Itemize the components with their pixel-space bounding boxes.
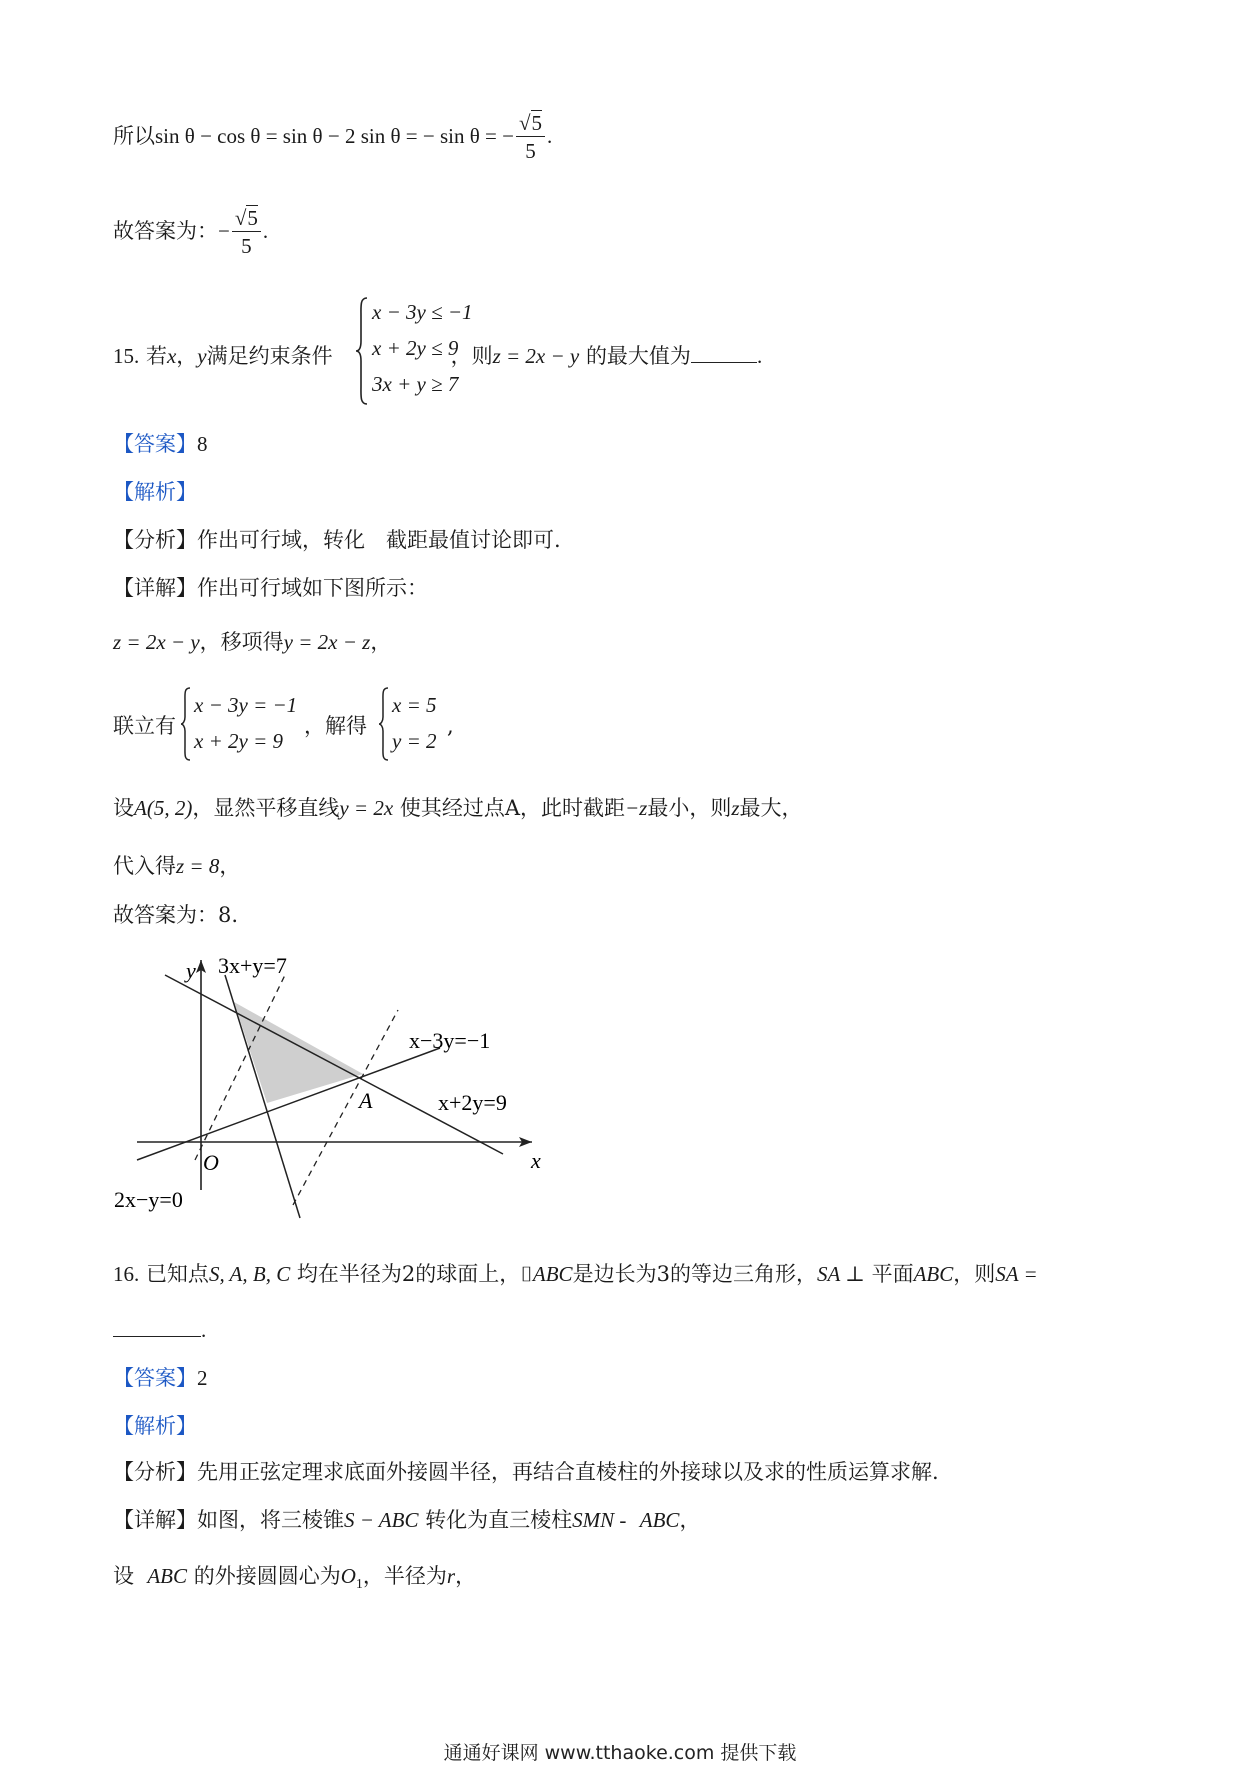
- text: 的外接圆圆心为: [193, 1564, 341, 1588]
- period: .: [262, 219, 269, 243]
- fenxi-text: 先用正弦定理求底面外接圆半径，再结合直棱柱的外接球以及求的性质运算求解.: [197, 1460, 939, 1484]
- text: 如图，将三棱锥: [197, 1508, 344, 1532]
- prism-base: ABC: [639, 1508, 680, 1532]
- fraction-numerator: 5: [247, 206, 258, 230]
- prism-top: SMN -: [572, 1508, 627, 1532]
- xiangjie-text: 作出可行域如下图所示：: [197, 576, 428, 600]
- var-x: x: [166, 344, 177, 368]
- text-prefix: 所以: [113, 124, 155, 148]
- fraction-root5-over-5: $\frac{√5}{5}$: [516, 113, 545, 162]
- equation-1: x − 3y = −1: [194, 693, 298, 717]
- text: 满足约束条件: [206, 344, 333, 368]
- text: ，则: [450, 344, 493, 368]
- circumcircle-line: [113, 1566, 476, 1592]
- fenxi-16: [113, 1462, 939, 1483]
- var-z: z: [731, 796, 740, 820]
- footer-watermark: 通通好课网 www.tthaoke.com 提供下载: [443, 1742, 797, 1764]
- answer-16: [113, 1368, 208, 1389]
- minus-sign: −: [218, 219, 230, 243]
- period: .: [201, 1318, 207, 1342]
- text: 转化为直三棱柱: [425, 1508, 573, 1532]
- center-o: O: [340, 1564, 356, 1588]
- constraint-2: x + 2y ≤ 9: [372, 336, 459, 360]
- text: 最大，: [739, 796, 803, 820]
- analysis-tag: 【解析】: [113, 480, 197, 504]
- question-number: 15.: [113, 344, 140, 368]
- sa-equals: SA =: [995, 1262, 1038, 1286]
- perpendicular: SA ⊥: [816, 1262, 865, 1286]
- pyramid-name: S − ABC: [344, 1508, 419, 1532]
- solution-x: x = 5: [392, 693, 437, 717]
- text: ，则: [953, 1262, 996, 1286]
- y-axis-label: y: [186, 958, 196, 983]
- label-line-3x-plus-y: 3x+y=7: [218, 953, 287, 978]
- dashed-line-through-a: [293, 1010, 398, 1205]
- xiangjie-tag: 【详解】: [113, 1508, 197, 1532]
- text: 代入得: [113, 854, 176, 878]
- fraction-numerator: 5: [531, 111, 542, 135]
- plane-abc: ABC: [913, 1262, 954, 1286]
- label-line-x-plus-2y: x+2y=9: [438, 1090, 507, 1115]
- text: 故答案为：8.: [113, 903, 239, 927]
- comma: ，: [219, 854, 241, 878]
- radius-r: r: [446, 1564, 456, 1588]
- fraction-denominator: 5: [241, 234, 252, 258]
- question-16-blank-line: [113, 1320, 206, 1341]
- comma: ，: [370, 630, 392, 654]
- text: 最小，则: [647, 796, 732, 820]
- text: 联立有: [113, 714, 176, 738]
- fraction-denominator: 5: [525, 139, 536, 163]
- period: .: [547, 124, 553, 148]
- question-number: 16.: [113, 1262, 140, 1286]
- line-x-plus-2y-9: [165, 975, 503, 1154]
- subscript: 1: [355, 1577, 363, 1593]
- analysis-tag: 【解析】: [113, 1414, 197, 1438]
- math-expression: sin θ − cos θ = sin θ − 2 sin θ = − sin θ = −: [155, 124, 514, 148]
- comma: ,: [447, 714, 454, 738]
- text: 使其经过点A，此时截距: [399, 796, 625, 820]
- label-line-2x-minus-y: 2x−y=0: [114, 1187, 183, 1212]
- point-a-label: A: [359, 1088, 373, 1113]
- comma: ，: [176, 344, 198, 368]
- equation-2: x + 2y = 9: [194, 729, 283, 753]
- fenxi-text: 作出可行域，转化 截距最值讨论即可.: [197, 528, 561, 552]
- xiangjie-16: [113, 1510, 700, 1531]
- fenxi-tag: 【分析】: [113, 528, 197, 552]
- point-a: A(5, 2): [134, 796, 193, 820]
- text: 的最大值为: [585, 344, 691, 368]
- equation: y = 2x − z: [283, 630, 371, 654]
- triangle-abc: ABC: [532, 1262, 573, 1286]
- comma: ，: [679, 1508, 701, 1532]
- text: 是边长为3的等边三角形，: [572, 1262, 817, 1286]
- fraction-root5-over-5: $\frac{√5}{5}$: [232, 208, 261, 257]
- answer-value: 2: [197, 1366, 208, 1390]
- triangle-symbol: ⌷: [520, 1262, 533, 1286]
- answer-value: 8: [197, 432, 208, 456]
- origin-label: O: [203, 1150, 219, 1175]
- triangle-abc: ABC: [147, 1564, 188, 1588]
- equation: z = 8: [176, 854, 220, 878]
- text: 设: [113, 796, 134, 820]
- equation: z = 2x − y: [113, 630, 200, 654]
- comma: ，: [455, 1564, 477, 1588]
- analysis-16-heading: [113, 1416, 197, 1437]
- text: ，半径为: [362, 1564, 447, 1588]
- text: ，解得: [304, 714, 367, 738]
- x-axis-label: x: [531, 1148, 541, 1173]
- question-16-stem: [113, 1264, 1038, 1285]
- text: 已知点: [145, 1262, 209, 1286]
- text: 设: [113, 1564, 134, 1588]
- feasible-region: [234, 1002, 363, 1103]
- text: ，显然平移直线: [192, 796, 340, 820]
- period: .: [756, 344, 763, 368]
- answer-tag: 【答案】: [113, 1366, 197, 1390]
- var-y: y: [197, 344, 207, 368]
- constraint-1: x − 3y ≤ −1: [372, 300, 473, 324]
- label-line-x-minus-3y: x−3y=−1: [409, 1028, 491, 1053]
- text: 若: [145, 344, 167, 368]
- text-prefix: 故答案为：: [113, 219, 218, 243]
- objective-function: z = 2x − y: [492, 344, 580, 368]
- constraint-3: 3x + y ≥ 7: [372, 372, 459, 396]
- fenxi-tag: 【分析】: [113, 1460, 197, 1484]
- line-3x-plus-y-7: [225, 975, 300, 1218]
- equation: y = 2x: [339, 796, 394, 820]
- solution-y: y = 2: [392, 729, 437, 753]
- answer-blank: [113, 1336, 201, 1337]
- points: S, A, B, C: [208, 1262, 291, 1286]
- text: ，移项得: [199, 630, 284, 654]
- text: 均在半径为2的球面上，: [296, 1262, 521, 1286]
- text: 平面: [871, 1262, 914, 1286]
- math: −z: [625, 796, 648, 820]
- answer-tag: 【答案】: [113, 432, 197, 456]
- xiangjie-tag: 【详解】: [113, 576, 197, 600]
